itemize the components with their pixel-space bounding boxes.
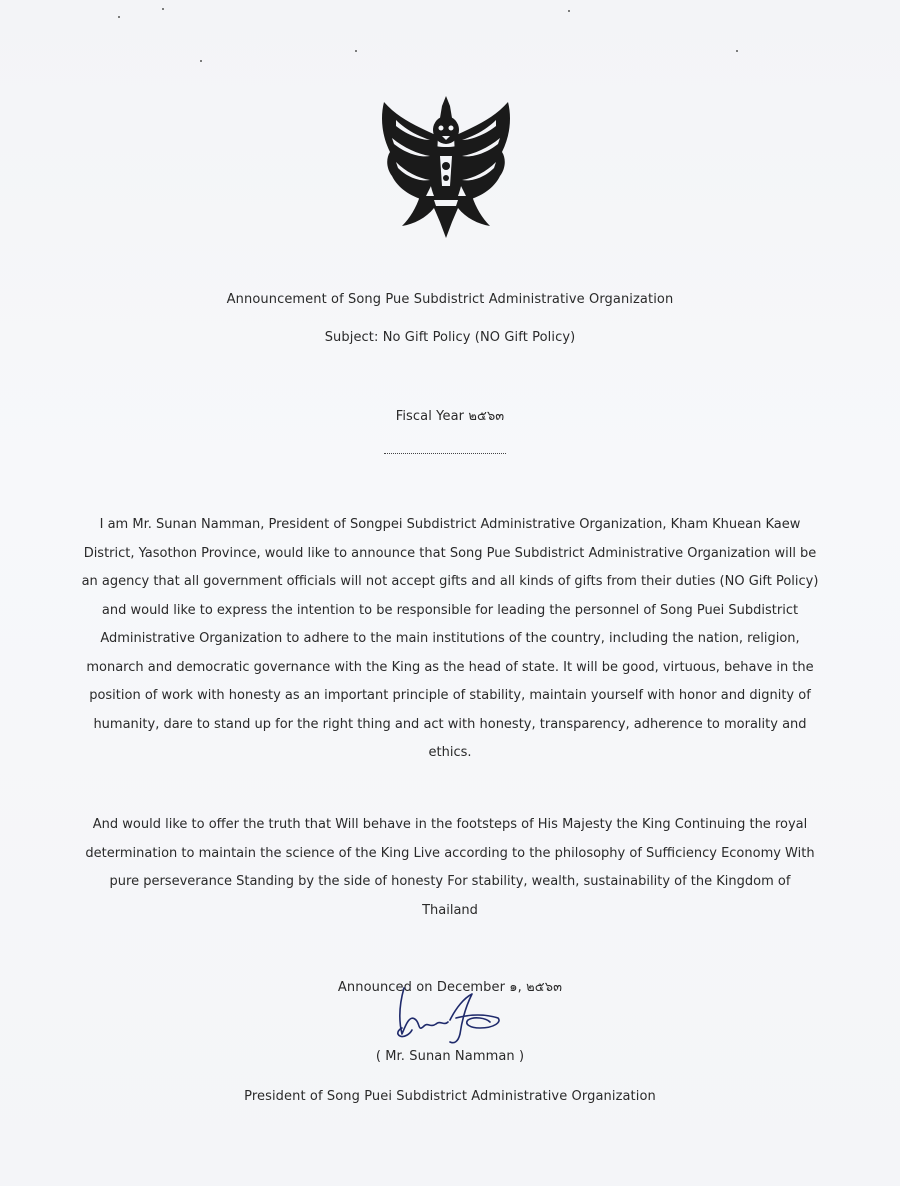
scan-speck (736, 50, 738, 52)
scan-speck (355, 50, 357, 52)
scan-speck (118, 16, 120, 18)
scan-speck (568, 10, 570, 12)
signer-name: ( Mr. Sunan Namman ) (375, 1049, 525, 1064)
body-paragraph: I am Mr. Sunan Namman, President of Songpei Subdistrict Administrative Organization, Kham Khuean Kaew District, Yasothon Province, would like to announce that Song Pue Subdistrict Administrative Organization will be an agency that all government officials will not accept gifts and all kinds of gifts from their duties (NO Gift Policy) and would like to express the intention to be responsible for leading the personnel of Song Puei Subdistrict Administrative Organization to adhere to the main institutions of the country, including the nation, religion, monarch and democratic governance with the King as the head of state. It will be good, virtuous, behave in the position of work with honesty as an important principle of stability, maintain yourself with honor and dignity of humanity, dare to stand up for the right thing and act with honesty, transparency, adherence to morality and ethics. (81, 517, 819, 760)
fiscal-year: Fiscal Year ๒๕๖๓ (395, 409, 505, 424)
announcement-date: Announced on December ๑, ๒๕๖๓ (337, 980, 563, 995)
dotted-separator (384, 453, 506, 454)
signature-icon (390, 984, 510, 1046)
signer-position: President of Song Puei Subdistrict Administrative Organization (244, 1089, 656, 1104)
announcement-title: Announcement of Song Pue Subdistrict Administrative Organization (226, 292, 674, 307)
scan-speck (162, 8, 164, 10)
scan-speck (200, 60, 202, 62)
announcement-subject: Subject: No Gift Policy (NO Gift Policy) (324, 330, 576, 345)
body-paragraph: And would like to offer the truth that Will behave in the footsteps of His Majesty the King Continuing the royal determination to maintain the science of the King Live according to the philosophy of Sufficiency Economy With pure perseverance Standing by the side of honesty For stability, wealth, sustainability of the Kingdom of Thailand (85, 817, 815, 918)
garuda-emblem-icon (376, 96, 516, 238)
